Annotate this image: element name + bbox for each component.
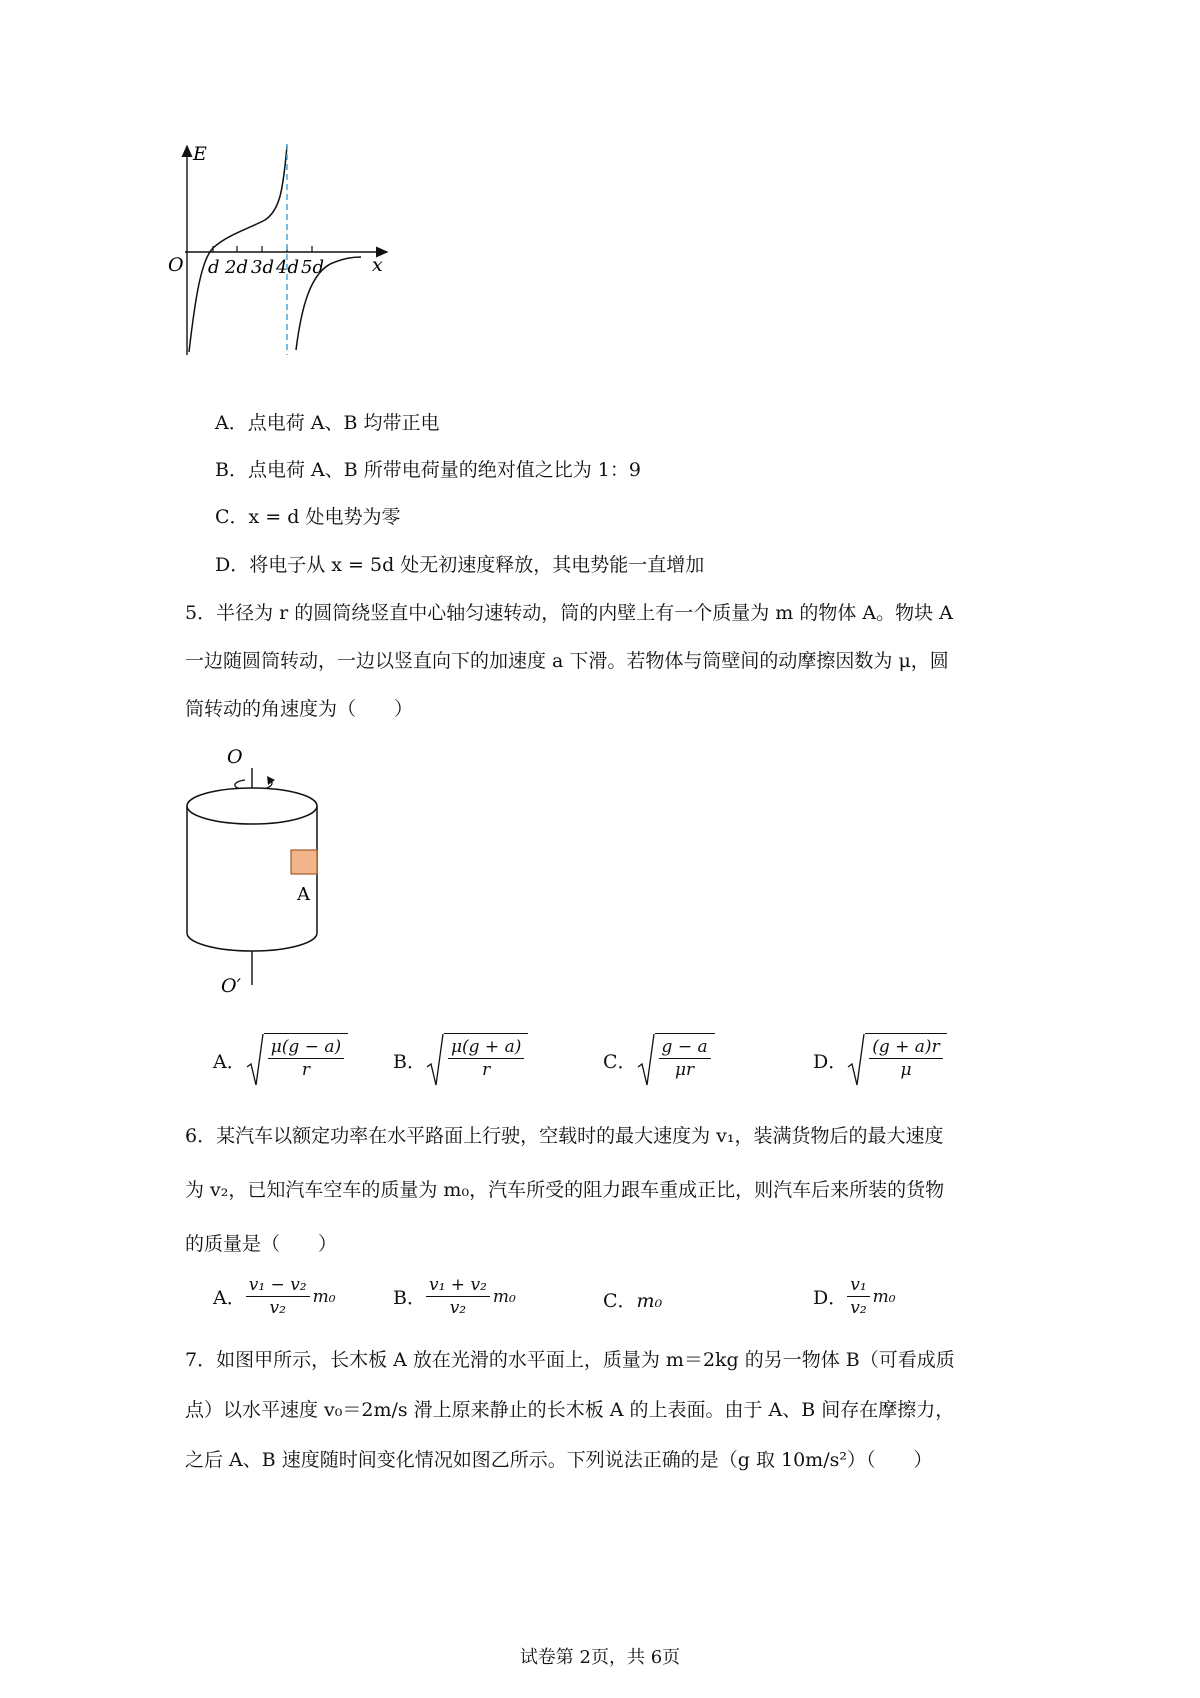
q5-option-b	[393, 1033, 528, 1087]
sqrt-expression	[426, 1033, 528, 1087]
tick-d: d	[208, 257, 220, 278]
fraction-numerator: g − a	[659, 1036, 711, 1059]
mass-symbol: m₀	[312, 1286, 336, 1307]
q5-option-d	[813, 1033, 947, 1087]
curve-left	[189, 146, 287, 352]
sqrt-expression	[637, 1033, 715, 1087]
option-label: B．	[393, 1050, 426, 1073]
fraction-numerator: v₁ + v₂	[426, 1274, 490, 1297]
q6-option-d	[813, 1274, 896, 1319]
q6-option-b	[393, 1274, 516, 1319]
option-label: A．	[213, 1050, 246, 1073]
fraction-numerator: μ(g − a)	[268, 1036, 344, 1059]
option-text: 将电子从 x = 5d 处无初速度释放，其电势能一直增加	[249, 554, 705, 576]
q5-line-3: 筒转动的角速度为（ ）	[185, 698, 414, 720]
option-label: A．	[215, 412, 248, 434]
option-text: x = d 处电势为零	[248, 506, 401, 528]
axis-bottom-label: O′	[221, 975, 241, 997]
option-label: D．	[813, 1050, 848, 1073]
q6-line-3: 的质量是（ ）	[185, 1233, 338, 1255]
fraction-denominator: v₂	[449, 1298, 467, 1318]
axis-top-label: O	[227, 746, 243, 768]
q4-option-c	[215, 503, 400, 531]
mass-symbol: m₀	[492, 1286, 516, 1307]
fraction-denominator: μr	[674, 1060, 695, 1080]
cylinder-bottom	[187, 933, 317, 951]
mass-symbol: m₀	[872, 1286, 896, 1307]
option-label: C．	[215, 506, 249, 528]
tick-4d: 4d	[276, 257, 299, 278]
option-label: C．	[603, 1290, 637, 1312]
tick-2d: 2d	[225, 257, 248, 278]
q5-line-1: 5．半径为 r 的圆筒绕竖直中心轴匀速转动，筒的内壁上有一个质量为 m 的物体 A。物块 A	[185, 602, 953, 624]
y-axis-label: E	[193, 143, 207, 165]
option-label: D．	[813, 1287, 848, 1309]
fraction-denominator: r	[482, 1060, 491, 1080]
sqrt-expression	[246, 1033, 348, 1087]
option-text: 点电荷 A、B 均带正电	[247, 412, 440, 434]
q7-line-2: 点）以水平速度 v₀＝2m/s 滑上原来静止的长木板 A 的上表面。由于 A、B 间存在摩擦力，	[185, 1399, 955, 1421]
rotating-cylinder-figure	[175, 740, 355, 1005]
fraction	[426, 1274, 490, 1319]
option-text: 点电荷 A、B 所带电荷量的绝对值之比为 1：9	[247, 459, 641, 481]
q6-line-1: 6．某汽车以额定功率在水平路面上行驶，空载时的最大速度为 v₁，装满货物后的最大速度	[185, 1125, 944, 1147]
x-axis-label: x	[372, 254, 383, 276]
block-a	[291, 850, 317, 874]
cylinder-top	[187, 788, 317, 824]
q5-option-a	[213, 1033, 348, 1087]
q6-line-2: 为 v₂，已知汽车空车的质量为 m₀，汽车所受的阻力跟车重成正比，则汽车后来所装的货物	[185, 1179, 945, 1201]
option-label: A．	[213, 1287, 246, 1309]
q6-option-a	[213, 1274, 336, 1319]
e-x-graph	[165, 140, 405, 365]
tick-5d: 5d	[301, 257, 324, 278]
fraction-numerator: v₁ − v₂	[246, 1274, 310, 1297]
option-label: B．	[215, 459, 248, 481]
page-footer: 试卷第 2页，共 6页	[519, 1647, 681, 1668]
fraction	[847, 1274, 869, 1319]
fraction-numerator: (g + a)r	[869, 1036, 942, 1059]
q4-option-a	[215, 409, 440, 437]
option-label: B．	[393, 1287, 426, 1309]
fraction-numerator: μ(g + a)	[448, 1036, 524, 1059]
q4-option-b	[215, 456, 641, 484]
tick-3d: 3d	[251, 257, 274, 278]
block-label: A	[297, 884, 310, 905]
q5-option-c	[603, 1033, 715, 1087]
sqrt-expression	[847, 1033, 946, 1087]
fraction-numerator: v₁	[847, 1274, 869, 1297]
q7-line-3: 之后 A、B 速度随时间变化情况如图乙所示。下列说法正确的是（g 取 10m/s²）（ ）	[185, 1449, 933, 1471]
fraction	[246, 1274, 310, 1319]
fraction-denominator: v₂	[269, 1298, 286, 1318]
q5-line-2: 一边随圆筒转动，一边以竖直向下的加速度 a 下滑。若物体与筒壁间的动摩擦因数为 μ，圆	[185, 650, 949, 672]
q7-line-1: 7．如图甲所示，长木板 A 放在光滑的水平面上，质量为 m＝2kg 的另一物体 B（可看成质	[185, 1349, 955, 1371]
option-label: D．	[215, 554, 250, 576]
x-ticks	[208, 246, 324, 278]
option-text: m₀	[636, 1290, 663, 1312]
fraction-denominator: μ	[900, 1060, 912, 1080]
origin-label: O	[168, 254, 184, 276]
q6-option-c	[603, 1286, 662, 1313]
fraction-denominator: v₂	[850, 1298, 867, 1318]
q4-option-d	[215, 551, 704, 579]
option-label: C．	[603, 1050, 637, 1073]
fraction-denominator: r	[301, 1060, 310, 1080]
